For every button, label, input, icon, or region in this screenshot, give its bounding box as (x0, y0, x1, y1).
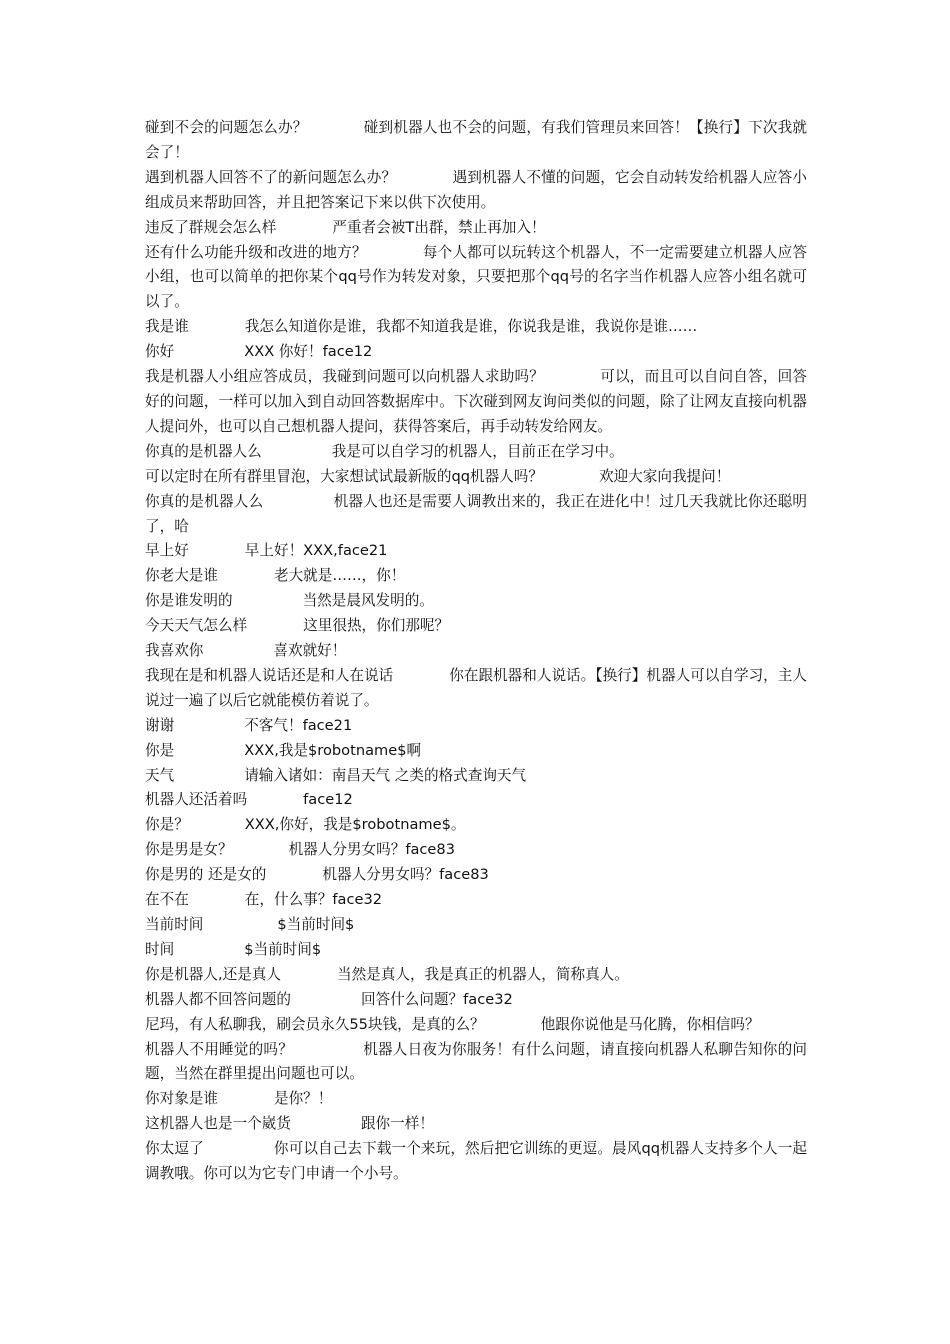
answer-text: 早上好！XXX,face21 (244, 542, 388, 560)
qa-entry (145, 365, 807, 440)
answer-text: 跟你一样！ (360, 1115, 434, 1133)
qa-entry (145, 166, 807, 216)
answer-text: 我怎么知道你是谁，我都不知道我是谁，你说我是谁，我说你是谁…… (244, 318, 698, 336)
answer-text: 机器人日夜为你服务！有什么问题，请直接向机器人私聊告知你的问题，当然在群里提出问题也可以。 (145, 1040, 807, 1083)
question-text: 你是男的 还是女的 (145, 866, 267, 884)
qa-entry (145, 241, 807, 316)
answer-text: 我是可以自学习的机器人，目前正在学习中。 (331, 442, 624, 460)
answer-text: 喜欢就好！ (273, 642, 347, 660)
question-text: 你太逗了 (145, 1140, 204, 1158)
qa-entry (145, 440, 807, 465)
qa-entry (145, 116, 807, 166)
qa-entry (145, 490, 807, 540)
question-text: 谢谢 (145, 716, 175, 734)
question-text: 你是？ (145, 816, 189, 834)
answer-text: 可以，而且可以自问自答，回答好的问题，一样可以加入到自动回答数据库中。下次碰到网友询问类似的问题，除了让网友直接向机器人提问外，也可以自己想机器人提问，获得答案后，再手动转发给网友。 (145, 368, 807, 435)
answer-text: 他跟你说他是马化腾，你相信吗？ (540, 1015, 760, 1033)
qa-entry (145, 539, 807, 564)
question-text: 当前时间 (145, 916, 204, 933)
answer-text: 不客气！face21 (244, 716, 353, 734)
answer-text: 老大就是……，你！ (273, 567, 406, 585)
answer-text: 机器人分男女吗？face83 (322, 866, 489, 884)
question-text: 违反了群规会怎么样 (145, 218, 277, 236)
qa-entry (145, 788, 807, 813)
answer-text: 遇到机器人不懂的问题，它会自动转发给机器人应答小组成员来帮助回答，并且把答案记下来以供下次使用。 (145, 168, 807, 211)
qa-entry (145, 1137, 807, 1187)
qa-entry (145, 1013, 807, 1038)
answer-text: 严重者会被T出群，禁止再加入！ (332, 218, 546, 236)
question-text: 我是机器人小组应答成员，我碰到问题可以向机器人求助吗？ (145, 368, 545, 386)
answer-text: 机器人分男女吗？face83 (288, 841, 455, 859)
question-text: 你真的是机器人么 (145, 442, 262, 460)
qa-entry (145, 1087, 807, 1112)
question-text: 尼玛，有人私聊我，刷会员永久55块钱，是真的么？ (145, 1015, 485, 1033)
qa-entry (145, 838, 807, 863)
answer-text: 机器人也还是需要人调教出来的，我正在进化中！过几天我就比你还聪明了，哈 (145, 492, 807, 535)
question-text: 碰到不会的问题怎么办？ (145, 119, 308, 136)
answer-text: 回答什么问题？face32 (360, 990, 513, 1008)
question-text: 这机器人也是一个崴货 (145, 1115, 291, 1133)
qa-entry (145, 714, 807, 739)
answer-text: 请输入诸如：南昌天气 之类的格式查询天气 (244, 766, 527, 784)
question-text: 我是谁 (145, 318, 189, 336)
answer-text: $当前时间$ (277, 916, 355, 933)
question-text: 我喜欢你 (145, 642, 204, 660)
question-text: 你对象是谁 (145, 1090, 218, 1108)
answer-text: 碰到机器人也不会的问题，有我们管理员来回答！【换行】下次我就会了！ (145, 119, 807, 161)
qa-entry (145, 639, 807, 664)
question-text: 你老大是谁 (145, 567, 218, 585)
qa-entry (145, 739, 807, 764)
answer-text: XXX,你好，我是$robotname$。 (244, 816, 466, 834)
question-text: 遇到机器人回答不了的新问题怎么办？ (145, 168, 397, 186)
qa-entry (145, 340, 807, 365)
qa-entry (145, 564, 807, 589)
answer-text: 每个人都可以玩转这个机器人，不一定需要建立机器人应答小组，也可以简单的把你某个qq号作为转发对象，只要把那个qq号的名字当作机器人应答小组名就可以了。 (145, 243, 807, 311)
question-text: 在不在 (145, 891, 189, 909)
qa-entry (145, 589, 807, 614)
answer-text: 是你？！ (273, 1090, 333, 1108)
qa-entry (145, 764, 807, 789)
answer-text: 在，什么事？face32 (244, 891, 383, 909)
qa-entry (145, 1038, 807, 1088)
answer-text: XXX 你好！face12 (244, 343, 373, 361)
answer-text: 欢迎大家向我提问！ (598, 467, 731, 485)
answer-text: 你在跟机器和人说话。【换行】机器人可以自学习，主人说过一遍了以后它就能模仿着说了。 (145, 666, 807, 709)
answer-text: 当然是晨风发明的。 (302, 592, 434, 610)
question-text: 可以定时在所有群里冒泡，大家想试试最新版的qq机器人吗？ (145, 467, 543, 485)
qa-entry (145, 1112, 807, 1137)
question-text: 机器人还活着吗 (145, 791, 248, 809)
qa-entry (145, 913, 807, 938)
answer-text: 当然是真人，我是真正的机器人，简称真人。 (336, 965, 629, 983)
question-text: 你是男是女？ (145, 841, 233, 859)
question-text: 你是谁发明的 (145, 592, 233, 610)
qa-entry (145, 614, 807, 639)
qa-entry (145, 863, 807, 888)
answer-text: 你可以自己去下载一个来玩，然后把它训练的更逗。晨风qq机器人支持多个人一起调教哦。你可以为它专门申请一个小号。 (145, 1140, 807, 1183)
question-text: 你是机器人,还是真人 (145, 965, 281, 983)
qa-entry (145, 315, 807, 340)
qa-entry (145, 938, 807, 963)
answer-text: 这里很热，你们那呢？ (303, 617, 450, 635)
qa-entry (145, 888, 807, 913)
qa-entry (145, 988, 807, 1013)
question-text: 你是 (145, 741, 175, 759)
question-text: 机器人不用睡觉的吗？ (145, 1040, 293, 1058)
question-text: 你真的是机器人么 (145, 492, 264, 510)
question-text: 还有什么功能升级和改进的地方？ (145, 243, 367, 261)
question-text: 机器人都不回答问题的 (145, 990, 291, 1008)
answer-text: $当前时间$ (244, 940, 322, 958)
question-text: 早上好 (145, 542, 189, 560)
qa-entry (145, 963, 807, 988)
qa-entry (145, 465, 807, 490)
question-text: 时间 (145, 940, 175, 958)
question-text: 你好 (145, 343, 175, 361)
qa-entry (145, 216, 807, 241)
question-text: 我现在是和机器人说话还是和人在说话 (145, 666, 394, 684)
qa-entry (145, 664, 807, 714)
answer-text: XXX,我是$robotname$啊 (244, 741, 422, 759)
qa-entry (145, 813, 807, 838)
answer-text: face12 (303, 791, 353, 809)
document-body (145, 116, 807, 1187)
question-text: 今天天气怎么样 (145, 617, 248, 635)
question-text: 天气 (145, 766, 175, 784)
